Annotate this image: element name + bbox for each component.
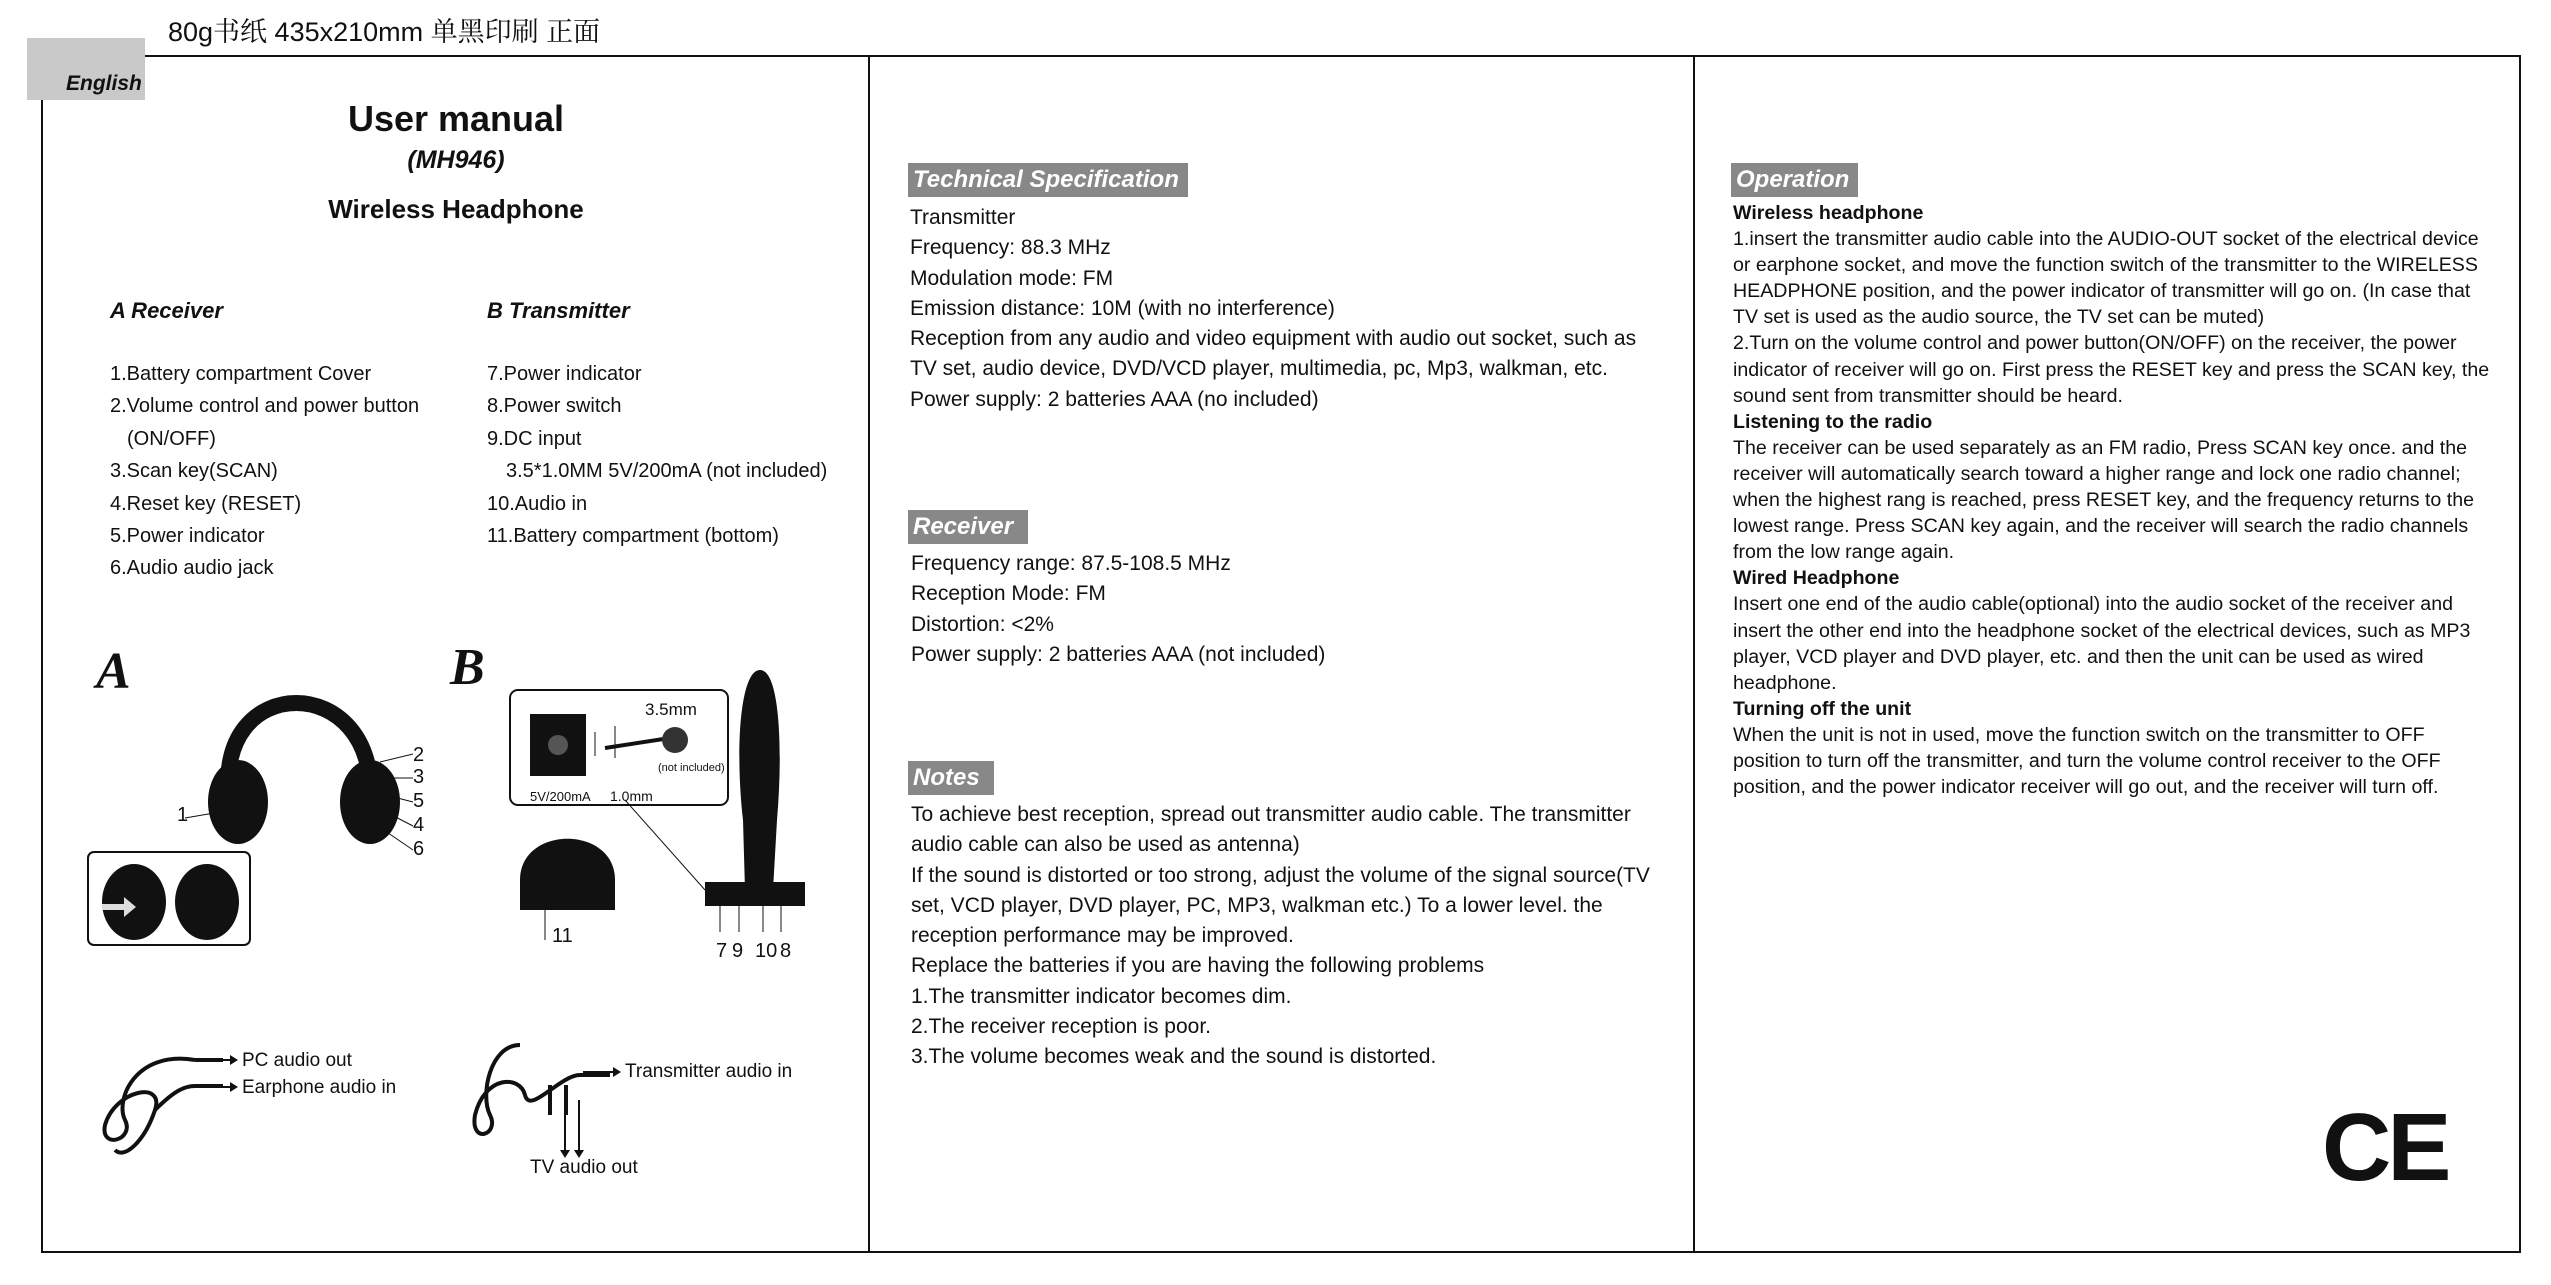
- ce-mark: CE: [2322, 1094, 2448, 1201]
- left-earcup-shape: [208, 760, 268, 844]
- list-item: 8.Power switch: [487, 395, 622, 418]
- callout-10: 10: [755, 940, 778, 962]
- operation-heading: Operation: [1731, 163, 1858, 197]
- pc-audio-out-label: PC audio out: [242, 1050, 352, 1071]
- list-item: 5.Power indicator: [110, 525, 265, 548]
- spec-line: Reception Mode: FM: [911, 582, 1106, 606]
- list-item: 3.5*1.0MM 5V/200mA (not included): [506, 460, 828, 483]
- operation-line: when the highest rang is reached, press RESET key, and the frequency returns to the: [1733, 489, 2474, 512]
- list-item: 6.Audio audio jack: [110, 557, 274, 580]
- receiver-parts-heading: A Receiver: [110, 298, 223, 323]
- operation-line: lowest range. Press SCAN key again, and the receiver will search the radio channels: [1733, 515, 2469, 538]
- operation-line: from the low range again.: [1733, 541, 1955, 564]
- callout-8: 8: [780, 940, 792, 962]
- right-earcup-shape: [340, 760, 400, 844]
- operation-line: 2.Turn on the volume control and power button(ON/OFF) on the receiver, the power: [1733, 332, 2457, 355]
- spec-line: TV set, audio device, DVD/VCD player, multimedia, pc, Mp3, walkman, etc.: [910, 357, 1608, 381]
- callout-7: 7: [716, 940, 728, 962]
- note-line: 2.The receiver reception is poor.: [911, 1015, 1211, 1039]
- list-item: 7.Power indicator: [487, 363, 642, 385]
- earphone-audio-in-label: Earphone audio in: [242, 1077, 397, 1098]
- list-item: 3.Scan key(SCAN): [110, 460, 278, 483]
- note-line: Replace the batteries if you are having the following problems: [911, 954, 1485, 978]
- operation-subheading: Turning off the unit: [1733, 697, 1912, 720]
- inset-label-not-included: (not included): [658, 762, 725, 774]
- list-item: 9.DC input: [487, 427, 582, 450]
- product-subtitle: Wireless Headphone: [328, 194, 584, 224]
- operation-line: position to turn off the transmitter, and turn the volume control receiver to the OFF: [1733, 749, 2441, 772]
- operation-line: 1.insert the transmitter audio cable into the AUDIO-OUT socket of the electrical device: [1733, 228, 2479, 251]
- spec-line: Transmitter: [910, 206, 1016, 229]
- notes-text: [911, 800, 1650, 1073]
- note-line: If the sound is distorted or too strong, adjust the volume of the signal source(TV: [911, 863, 1650, 887]
- inset-label-5v200ma: 5V/200mA: [530, 789, 591, 804]
- operation-line: The receiver can be used separately as an FM radio, Press SCAN key once. and the: [1733, 436, 2468, 459]
- note-line: 3.The volume becomes weak and the sound is distorted.: [911, 1045, 1437, 1069]
- notes-heading: Notes: [908, 761, 994, 795]
- spec-line: Frequency: 88.3 MHz: [910, 236, 1111, 260]
- spec-line: Power supply: 2 batteries AAA (not included): [911, 642, 1326, 666]
- column-divider-1: [868, 55, 870, 1253]
- list-item: 2.Volume control and power button: [110, 395, 420, 418]
- headphone-illustration: [80, 650, 440, 950]
- operation-line: headphone.: [1733, 671, 1837, 694]
- tv-audio-out-label: TV audio out: [530, 1157, 638, 1178]
- operation-line: When the unit is not in used, move the function switch on the transmitter to OFF: [1733, 723, 2425, 746]
- list-item: 11.Battery compartment (bottom): [487, 525, 779, 548]
- language-tab: [27, 38, 145, 100]
- list-item: 4.Reset key (RESET): [110, 492, 302, 515]
- receiver-spec-text: [911, 549, 1325, 670]
- callout-1: 1: [177, 804, 189, 826]
- operation-line: receiver will automatically search toward a higher range and lock one radio channel;: [1733, 462, 2461, 485]
- print-spec-note: 80g书纸 435x210mm 单黑印刷 正面: [168, 17, 601, 47]
- spec-line: Power supply: 2 batteries AAA (no included): [910, 387, 1319, 411]
- operation-text: [1733, 200, 2489, 800]
- inset-label-35mm: 3.5mm: [645, 700, 697, 719]
- operation-subheading: Listening to the radio: [1733, 410, 1933, 433]
- spec-line: Frequency range: 87.5-108.5 MHz: [911, 552, 1231, 575]
- note-line: 1.The transmitter indicator becomes dim.: [911, 984, 1292, 1008]
- callout-4: 4: [413, 814, 425, 836]
- note-line: To achieve best reception, spread out transmitter audio cable. The transmitter: [911, 803, 1631, 826]
- list-item: 10.Audio in: [487, 492, 588, 515]
- note-line: set, VCD player, DVD player, PC, MP3, walkman etc.) To a lower level. the: [911, 893, 1603, 917]
- operation-line: player, VCD player and DVD player, etc. and then the unit can be used as wired: [1733, 645, 2424, 668]
- page-title: User manual: [347, 98, 565, 139]
- language-label: English: [66, 72, 142, 95]
- receiver-spec-heading: Receiver: [908, 510, 1028, 544]
- receiver-parts-list: [110, 358, 419, 585]
- model-number: (MH946): [407, 146, 505, 174]
- figure-b-letter: B: [450, 639, 485, 696]
- spec-line: Emission distance: 10M (with no interference): [910, 296, 1335, 320]
- operation-line: HEADPHONE position, and the power indicator of transmitter will go on. (In case that: [1733, 280, 2471, 303]
- operation-line: or earphone socket, and move the function switch of the transmitter to the WIRELESS: [1733, 254, 2478, 277]
- note-line: audio cable can also be used as antenna): [911, 833, 1300, 857]
- transmitter-audio-in-label: Transmitter audio in: [625, 1061, 793, 1082]
- column-divider-2: [1693, 55, 1695, 1253]
- cable-a-arrows: [200, 1050, 240, 1100]
- callout-11: 11: [552, 925, 573, 947]
- callout-5: 5: [413, 790, 425, 812]
- operation-line: position, and the power indicator receiver will go out, and the receiver will turn off.: [1733, 776, 2439, 799]
- operation-line: sound sent from transmitter should be heard.: [1733, 384, 2123, 407]
- tech-spec-heading: Technical Specification: [908, 163, 1188, 197]
- callout-3: 3: [413, 766, 425, 788]
- spec-line: Modulation mode: FM: [910, 266, 1114, 290]
- list-item: 1.Battery compartment Cover: [110, 363, 372, 385]
- operation-line: indicator of receiver will go on. First press the RESET key and press the SCAN key, the: [1733, 358, 2490, 381]
- spec-line: Distortion: <2%: [911, 612, 1054, 636]
- inset-label-10mm: 1.0mm: [610, 788, 653, 804]
- operation-subheading: Wired Headphone: [1733, 567, 1900, 590]
- callout-9: 9: [732, 940, 744, 962]
- figure-a-letter: A: [96, 643, 131, 700]
- transmitter-stand-shape: [739, 670, 779, 890]
- cable-b-arrows: [555, 1060, 630, 1165]
- note-line: reception performance may be improved.: [911, 924, 1294, 948]
- transmitter-parts-heading: B Transmitter: [487, 298, 630, 323]
- spec-line: Reception from any audio and video equipment with audio out socket, such as: [910, 327, 1637, 351]
- transmitter-base-shape: [705, 882, 805, 906]
- callout-6: 6: [413, 838, 425, 860]
- callout-2: 2: [413, 744, 425, 766]
- operation-line: TV set is used as the audio source, the TV set can be muted): [1733, 306, 2265, 329]
- tech-spec-text: [910, 203, 1636, 415]
- operation-line: Insert one end of the audio cable(optional) into the audio socket of the receiver and: [1733, 593, 2454, 616]
- operation-line: insert the other end into the headphone socket of the electrical devices, such as MP3: [1733, 619, 2471, 642]
- operation-subheading: Wireless headphone: [1733, 202, 1924, 224]
- list-item: (ON/OFF): [127, 427, 216, 450]
- battery-compartment-shape: [520, 839, 615, 910]
- transmitter-parts-list: [487, 358, 827, 552]
